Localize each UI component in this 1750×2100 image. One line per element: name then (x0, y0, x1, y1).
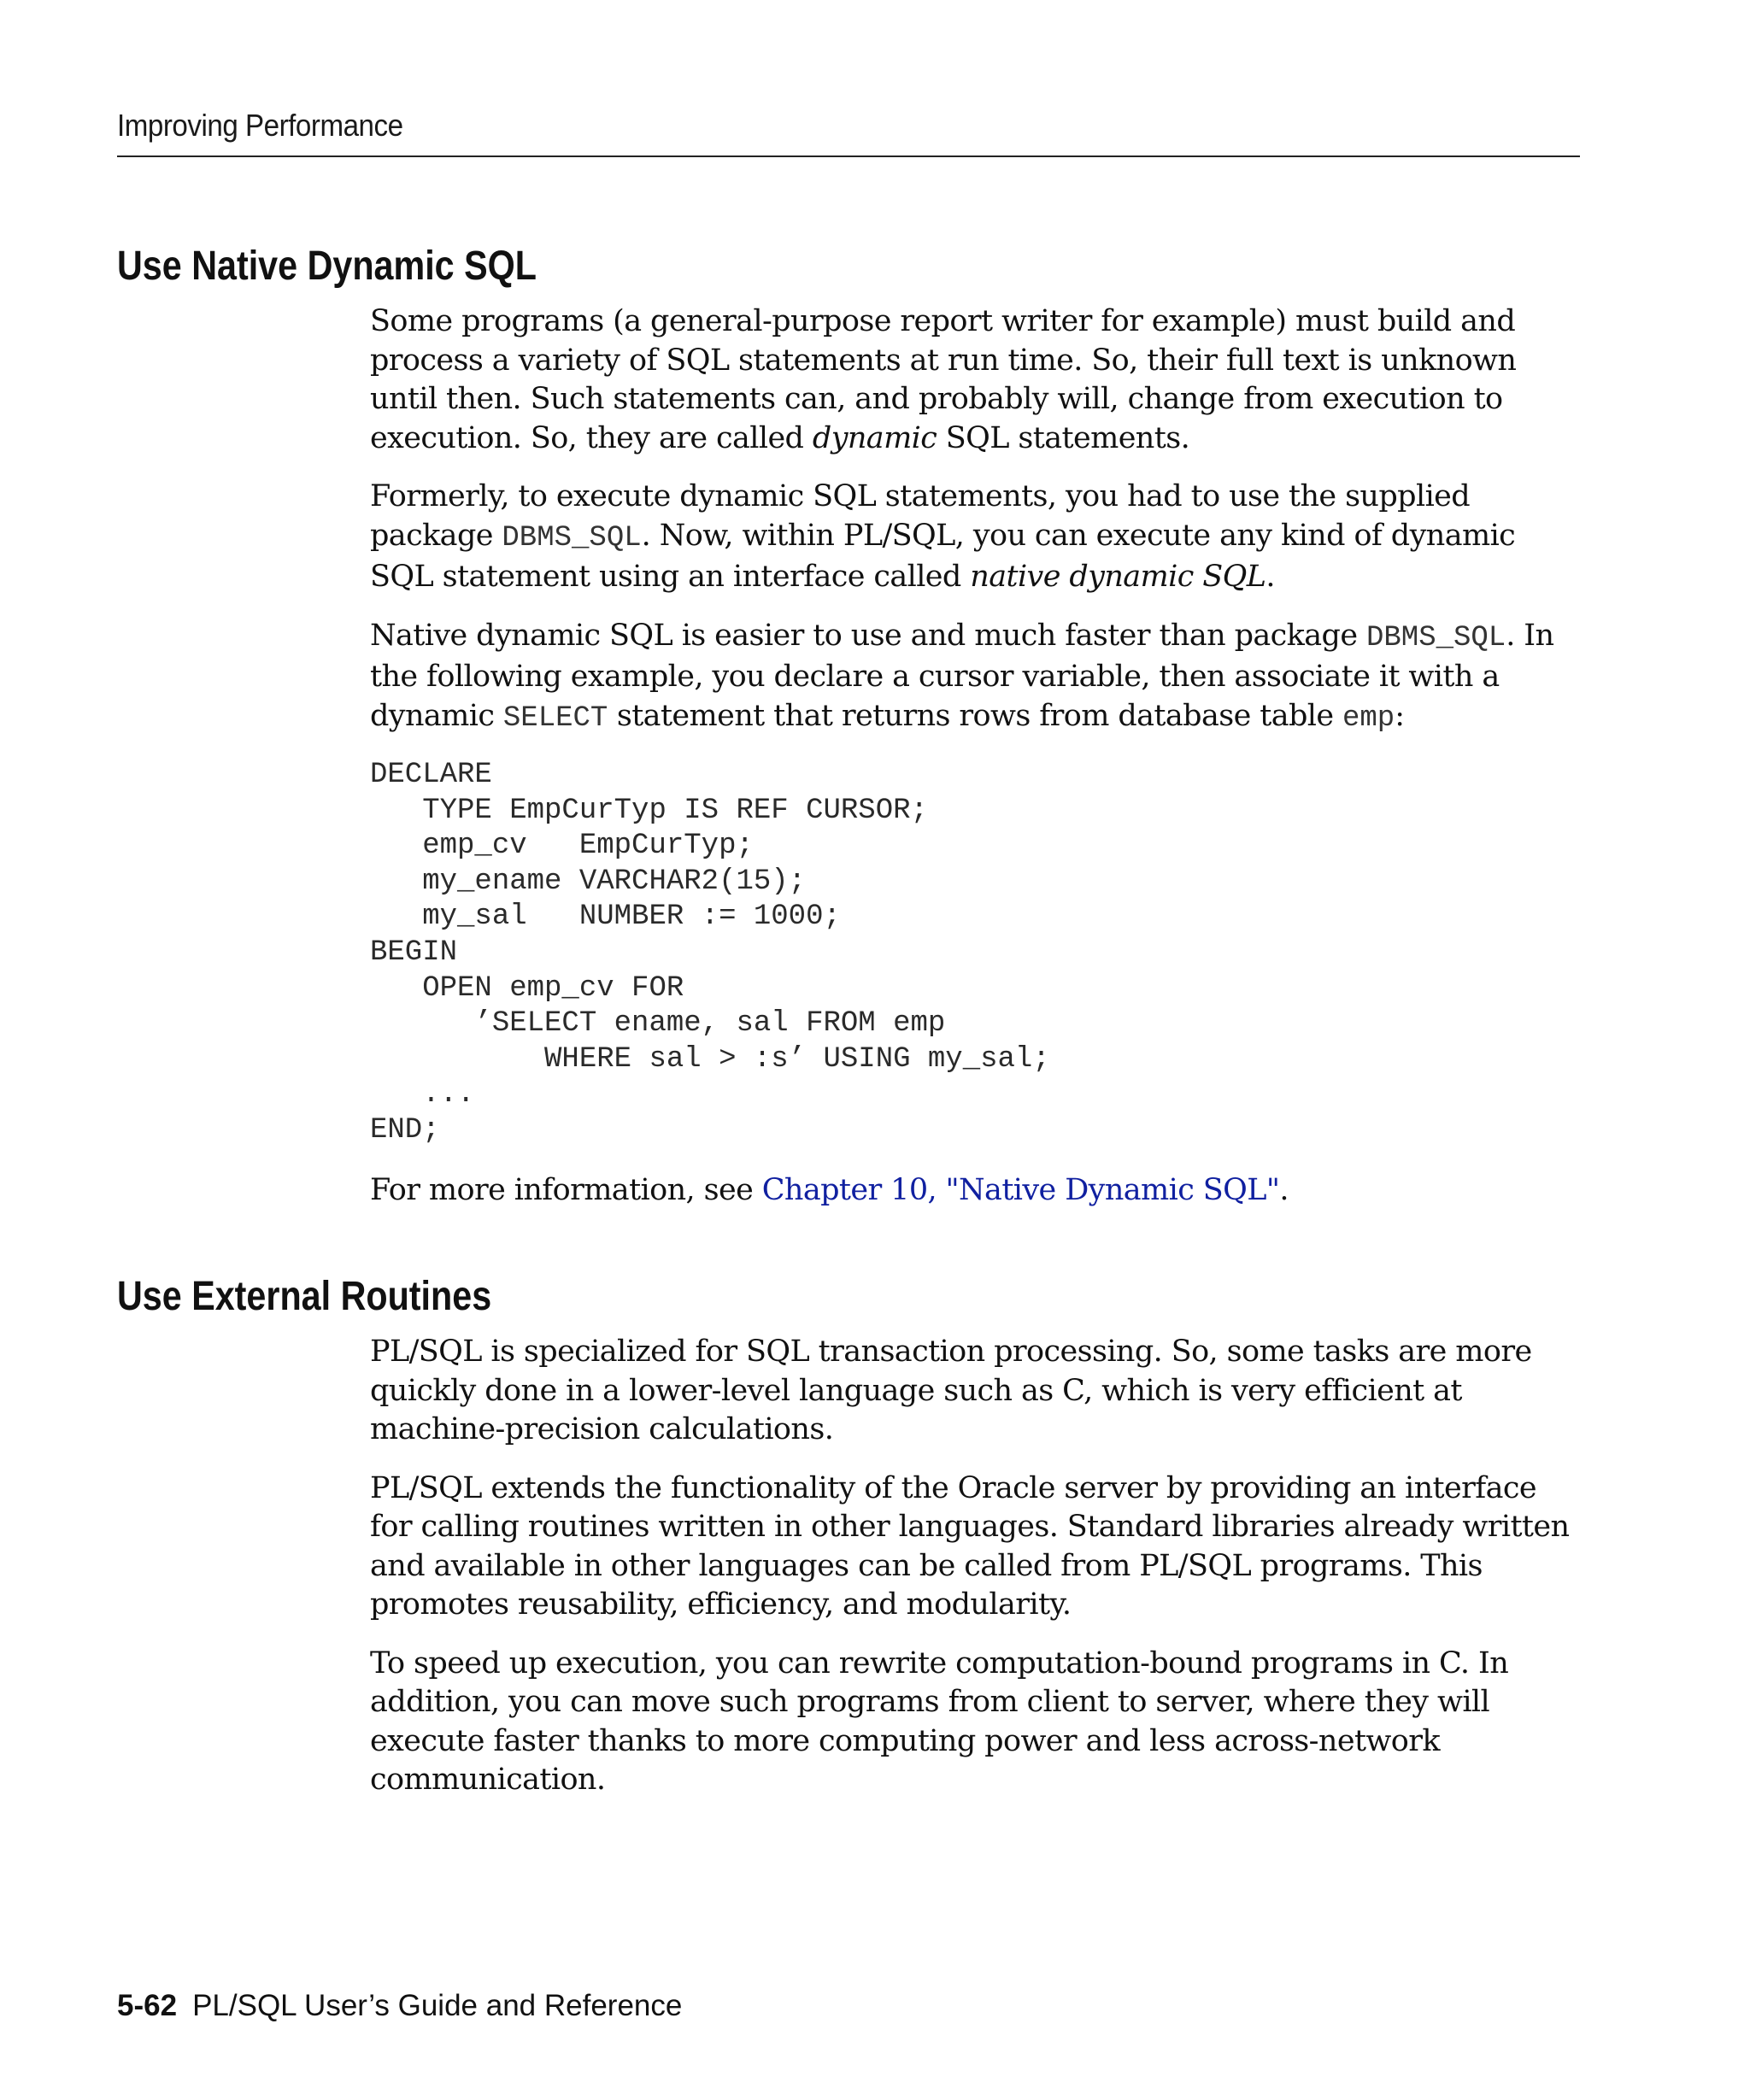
header-rule (117, 155, 1580, 157)
inline-code: SELECT (502, 701, 608, 735)
book-title: PL/SQL User’s Guide and Reference (192, 1989, 683, 2022)
paragraph-text: For more information, see (370, 1172, 762, 1207)
paragraph: To speed up execution, you can rewrite computation-bound programs in C. In addition, you can move such programs from client to server, where they will execute faster thanks to more computing power and less across-network communication. (370, 1645, 1509, 1797)
paragraph: PL/SQL extends the functionality of the Oracle server by providing an interface for calling routines written in other languages. Standard libraries already written and available in other languages can be called from PL/SQL programs. This promotes reusability, efficiency, and modularity. (370, 1470, 1570, 1622)
paragraph-text: Native dynamic SQL is easier to use and much faster than package (370, 618, 1366, 653)
paragraph-text: statement that returns rows from database table (608, 698, 1342, 733)
code-sample: DECLARE TYPE EmpCurTyp IS REF CURSOR; emp_cv EmpCurTyp; my_ename VARCHAR2(15); my_sal NUMBER := 1000; BEGIN OPEN emp_cv FOR ’SELECT ename, sal FROM emp WHERE sal > :s’ USING my_sal; ... END; (370, 759, 1050, 1147)
paragraph-text: . (1266, 560, 1275, 594)
emphasis-text: native dynamic SQL (970, 560, 1266, 594)
paragraph-text: . (1279, 1172, 1289, 1207)
emphasis-text: dynamic (812, 420, 937, 455)
paragraph-text: Formerly, to execute dynamic SQL statements, you had to use the supplied package (370, 479, 1471, 553)
paragraph: PL/SQL is specialized for SQL transaction processing. So, some tasks are more quickly done in a lower-level language such as C, which is very efficient at machine-precision calculations. (370, 1334, 1532, 1446)
section-heading-native-dynamic-sql: Use Native Dynamic SQL (117, 243, 537, 289)
running-header: Improving Performance (117, 108, 403, 143)
paragraph (370, 617, 1583, 739)
paragraph-text: SQL statements. (937, 420, 1190, 455)
section-body-native-dynamic-sql (370, 302, 1583, 1229)
inline-code: DBMS_SQL (1365, 621, 1506, 654)
inline-code: DBMS_SQL (502, 521, 642, 554)
paragraph-text: Some programs (a general-purpose report writer for example) must build and process a variety of SQL statements at run time. So, their full text is unknown until then. Such statements can, and probably will, change from execution to execution. So, they are called (370, 304, 1517, 455)
paragraph (370, 302, 1583, 458)
paragraph (370, 1171, 1583, 1211)
chapter-10-link[interactable]: Chapter 10, "Native Dynamic SQL" (761, 1172, 1280, 1207)
paragraph-text: : (1395, 698, 1405, 733)
section-heading-external-routines: Use External Routines (117, 1274, 492, 1319)
page-number: 5-62 (117, 1989, 178, 2022)
section-body-external-routines (370, 1333, 1583, 1820)
paragraph-text: . Now, within PL/SQL, you can execute any kind of dynamic SQL statement using an interface called (370, 518, 1516, 594)
inline-code: emp (1342, 701, 1395, 735)
paragraph (370, 478, 1583, 597)
page-footer (117, 1989, 682, 2023)
paragraph-text: . In the following example, you declare a cursor variable, then associate it with a dynamic (370, 618, 1554, 733)
